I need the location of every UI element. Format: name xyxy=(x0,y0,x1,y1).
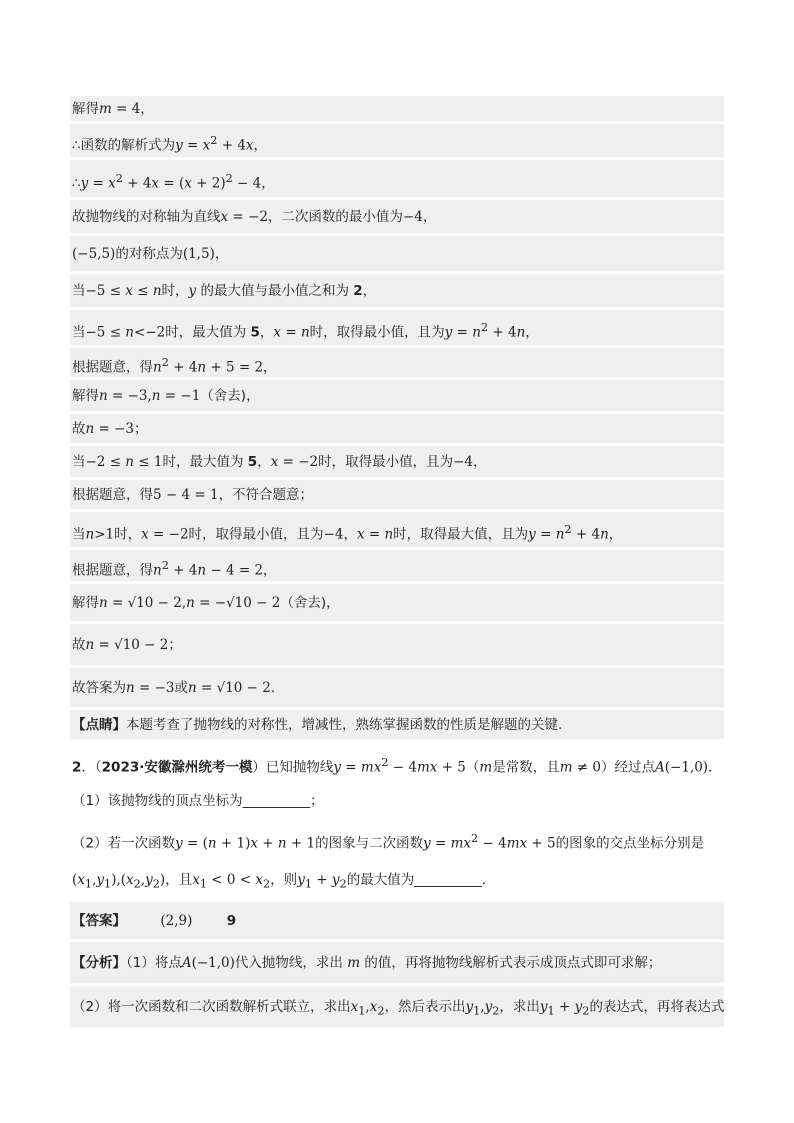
text-line-24: 【分析】（1）将点A(−1,0)代入抛物线，求出 m 的值，再将抛物线解析式表示成顶点式即可求解； xyxy=(70,942,724,984)
text-line-18: 【点睛】本题考查了抛物线的对称性，增减性，熟练掌握函数的性质是解题的关键. xyxy=(70,710,724,740)
text-line-1: 解得m = 4， xyxy=(70,96,724,122)
text-line-10: 故n = −3； xyxy=(70,414,724,444)
text-line-5: (−5,5)的对称点为(1,5)， xyxy=(70,236,724,272)
text-line-6: 当−5 ≤ x ≤ n时，y 的最大值与最小值之和为 2， xyxy=(70,274,724,308)
text-line-7: 当−5 ≤ n<−2时，最大值为 5，x = n时，取得最小值，且为$y = n^2 + 4n$， xyxy=(70,310,724,346)
text-line-3: ∴y = $x^2 + 4x = (x + 2)^2 - 4$， xyxy=(70,160,724,198)
text-line-15: 解得n = √10 − 2,n = −√10 − 2（舍去)， xyxy=(70,584,724,622)
text-line-21: （2）若一次函数y = (n + 1)x + n + 1的图象与二次函数$y = mx^2 - 4mx + 5$的图象的交点坐标分别是 xyxy=(72,832,705,852)
text-line-4: 故抛物线的对称轴为直线x = −2，二次函数的最小值为−4， xyxy=(70,200,724,234)
text-line-13: 当n>1时，x = −2时，取得最小值，且为−4，x = n时，取得最大值，且为$y = n^2 + 4n$， xyxy=(70,512,724,548)
text-line-23: 【答案】 (2,9) 9 xyxy=(70,902,724,940)
text-line-25: （2）将一次函数和二次函数解析式联立，求出$x_1,x_2$，然后表示出$y_1,y_2$，求出$y_1 + y_2$的表达式，再将表达式 xyxy=(70,986,724,1028)
text-line-8: 根据题意，得$n^2 + 4n + 5 = 2$， xyxy=(70,348,724,378)
text-line-17: 故答案为n = −3或n = √10 − 2. xyxy=(70,668,724,708)
text-line-11: 当−2 ≤ n ≤ 1时，最大值为 5，x = −2时，取得最小值，且为−4， xyxy=(70,446,724,478)
text-line-22: $(x_1,y_1),(x_2,y_2)$，且$x_1 < 0 < x_2$，则$y_1 + y_2$的最大值为__________． xyxy=(72,872,496,891)
text-line-9: 解得n = −3,n = −1（舍去)， xyxy=(70,380,724,412)
text-line-19: 2．（2023·安徽滁州统考一模）已知抛物线$y = mx^2 - 4mx + 5(m$是常数，且m ≠ 0）经过点A(−1,0)． xyxy=(72,756,722,776)
text-line-20: （1）该抛物线的顶点坐标为__________； xyxy=(72,793,324,809)
text-line-12: 根据题意，得5 − 4 = 1，不符合题意； xyxy=(70,480,724,510)
text-line-14: 根据题意，得$n^2 + 4n - 4 = 2$， xyxy=(70,550,724,582)
text-line-16: 故n = √10 − 2； xyxy=(70,624,724,666)
text-line-2: ∴函数的解析式为$y = x^2 + 4x$， xyxy=(70,124,724,158)
